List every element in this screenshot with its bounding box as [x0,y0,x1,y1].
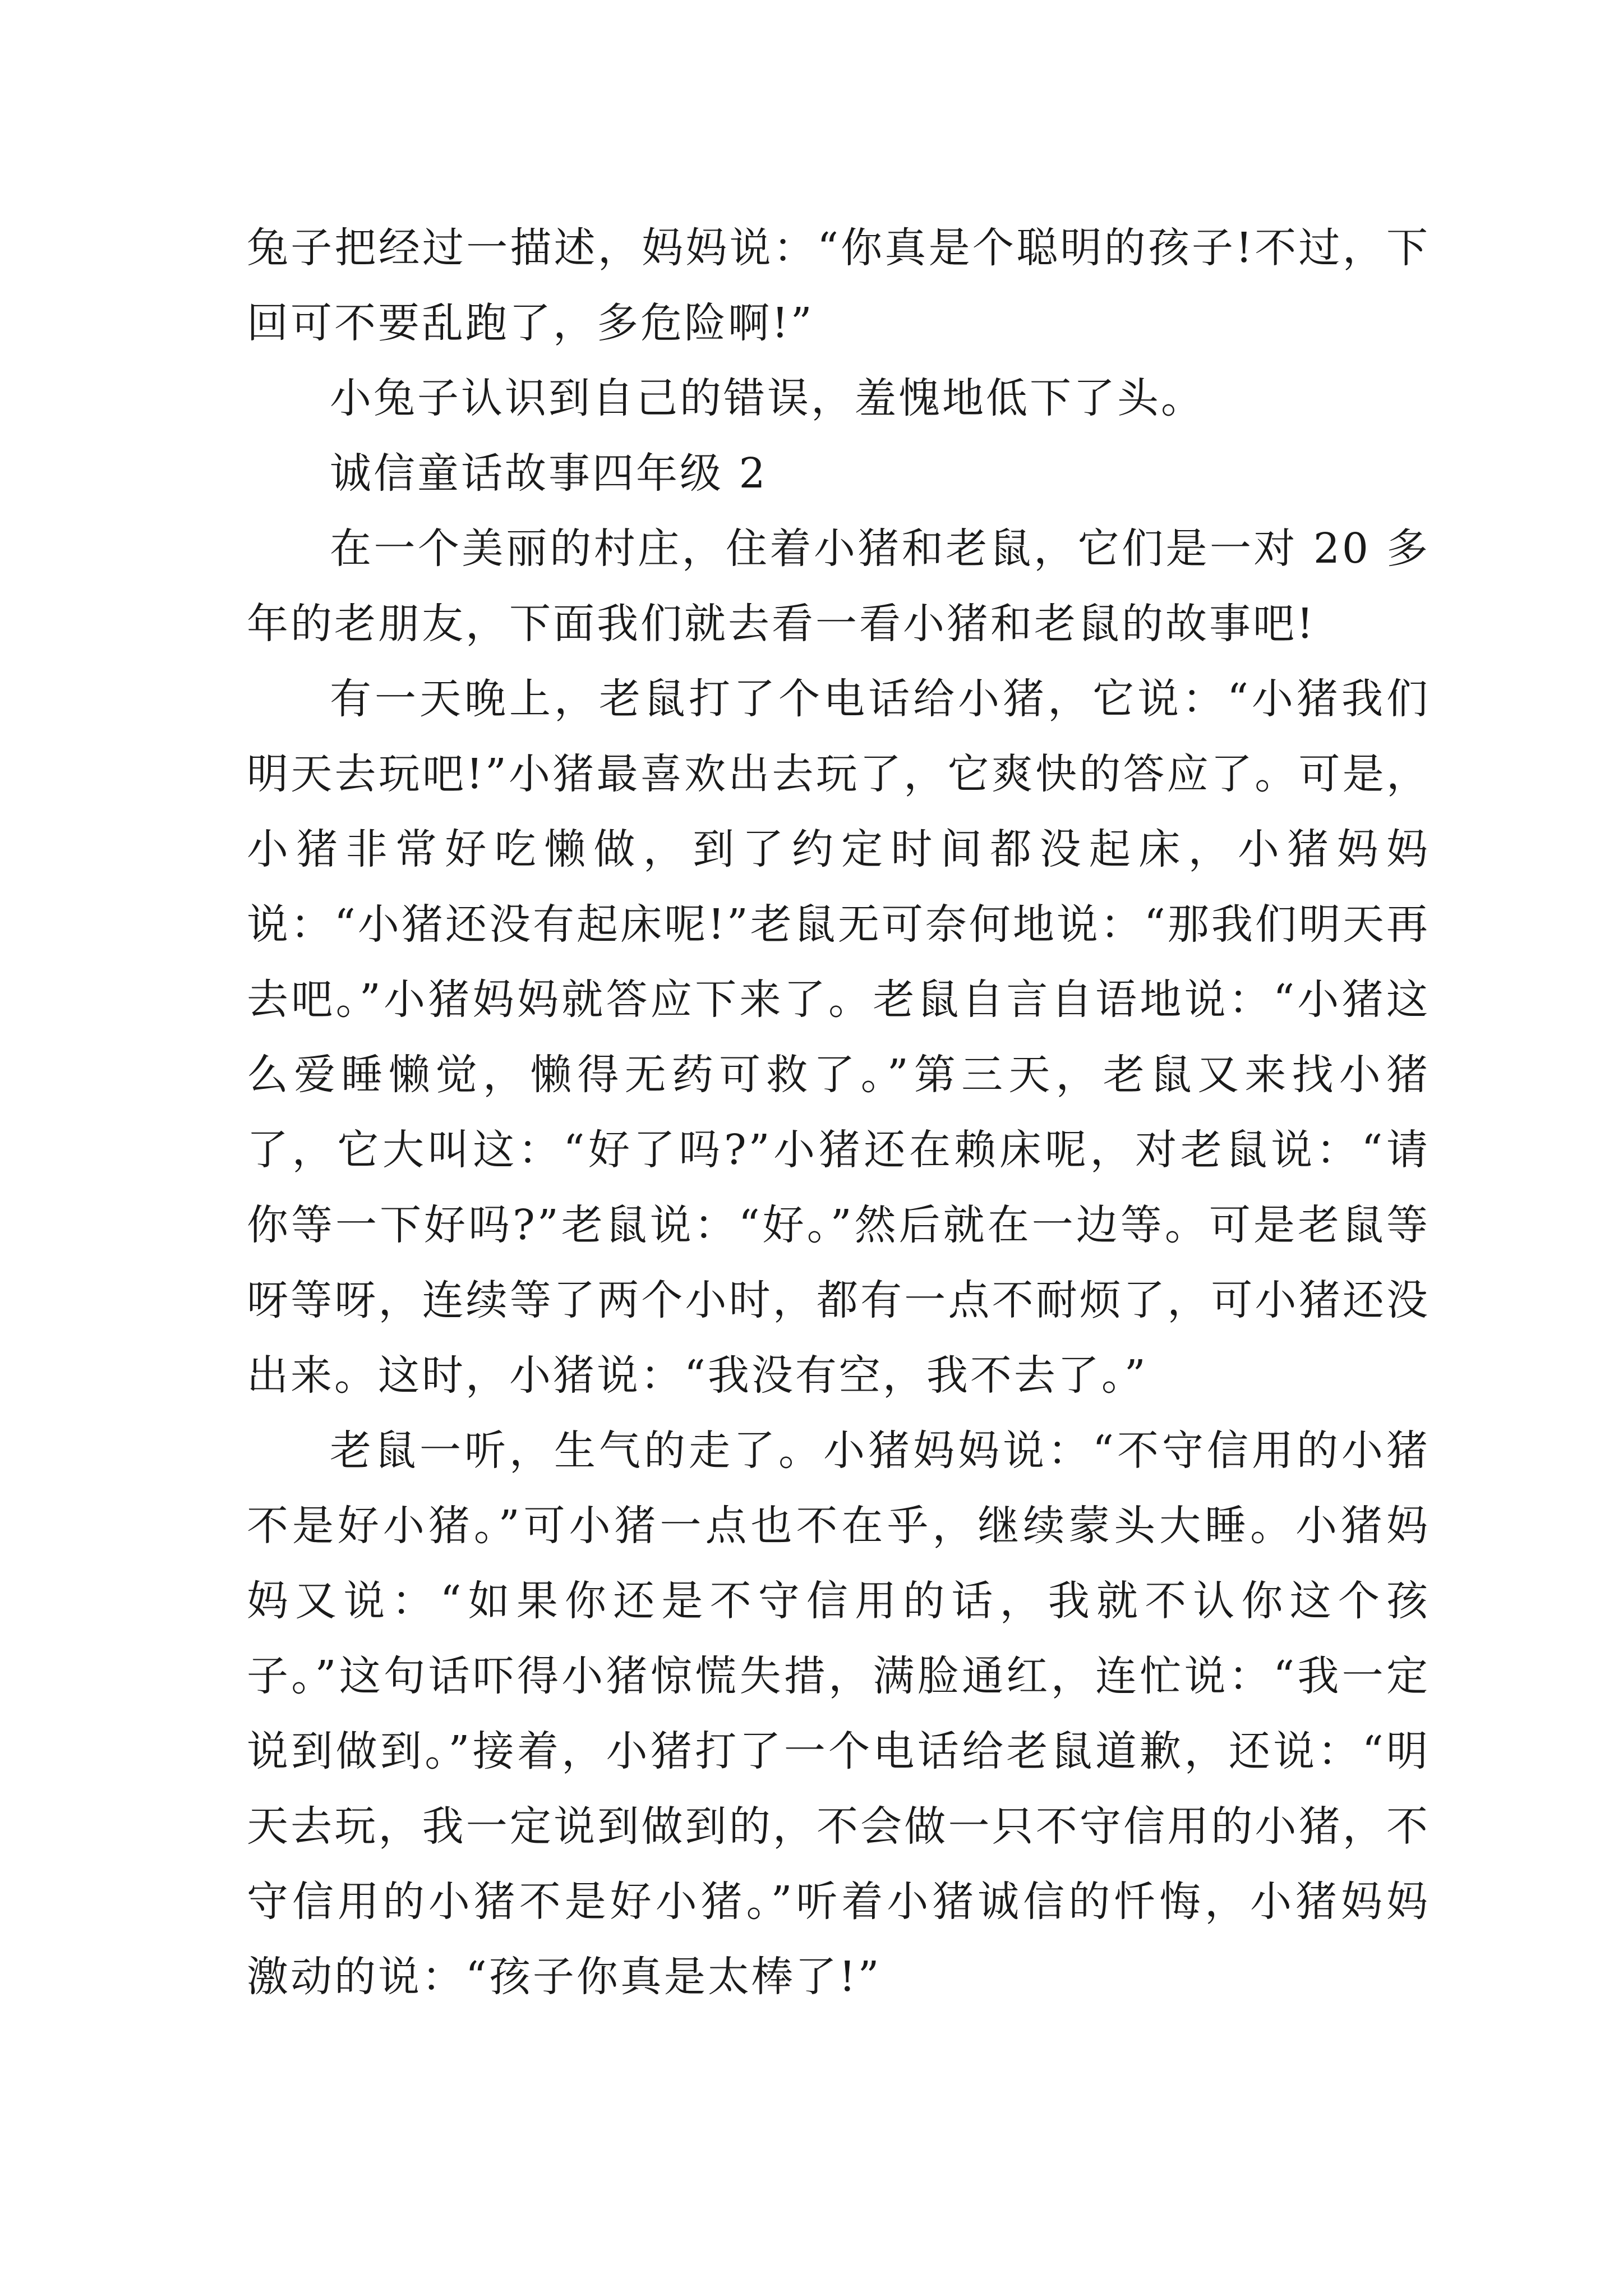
paragraph: 兔子把经过一描述，妈妈说：“你真是个聪明的孩子!不过，下回可不要乱跑了，多危险啊!” [247,224,1430,347]
paragraph: 老鼠一听，生气的走了。小猪妈妈说：“不守信用的小猪不是好小猪。”可小猪一点也不在乎，继续蒙头大睡。小猪妈妈又说：“如果你还是不守信用的话，我就不认你这个孩子。”这句话吓得小猪惊慌失措，满脸通红，连忙说：“我一定说到做到。”接着，小猪打了一个电话给老鼠道歉，还说：“明天去玩，我一定说到做到的，不会做一只不守信用的小猪，不守信用的小猪不是好小猪。”听着小猪诚信的忏悔，小猪妈妈激动的说：“孩子你真是太棒了!” [247,1427,1430,2001]
section-heading: 诚信童话故事四年级 2 [330,449,768,498]
story-text [247,210,1430,2014]
paragraph: 在一个美丽的村庄，住着小猪和老鼠，它们是一对 20 多年的老朋友，下面我们就去看一看小猪和老鼠的故事吧! [247,524,1430,648]
paragraph: 小兔子认识到自己的错误，羞愧地低下了头。 [330,374,1205,422]
paragraph: 有一天晚上，老鼠打了个电话给小猪，它说：“小猪我们明天去玩吧!”小猪最喜欢出去玩了，它爽快的答应了。可是，小猪非常好吃懒做，到了约定时间都没起床，小猪妈妈说：“小猪还没有起床呢!”老鼠无可奈何地说：“那我们明天再去吧。”小猪妈妈就答应下来了。老鼠自言自语地说：“小猪这么爱睡懒觉，懒得无药可救了。”第三天，老鼠又来找小猪了，它大叫这：“好了吗?”小猪还在赖床呢，对老鼠说：“请你等一下好吗?”老鼠说：“好。”然后就在一边等。可是老鼠等呀等呀，连续等了两个小时，都有一点不耐烦了，可小猪还没出来。这时，小猪说：“我没有空，我不去了。” [247,675,1430,1400]
